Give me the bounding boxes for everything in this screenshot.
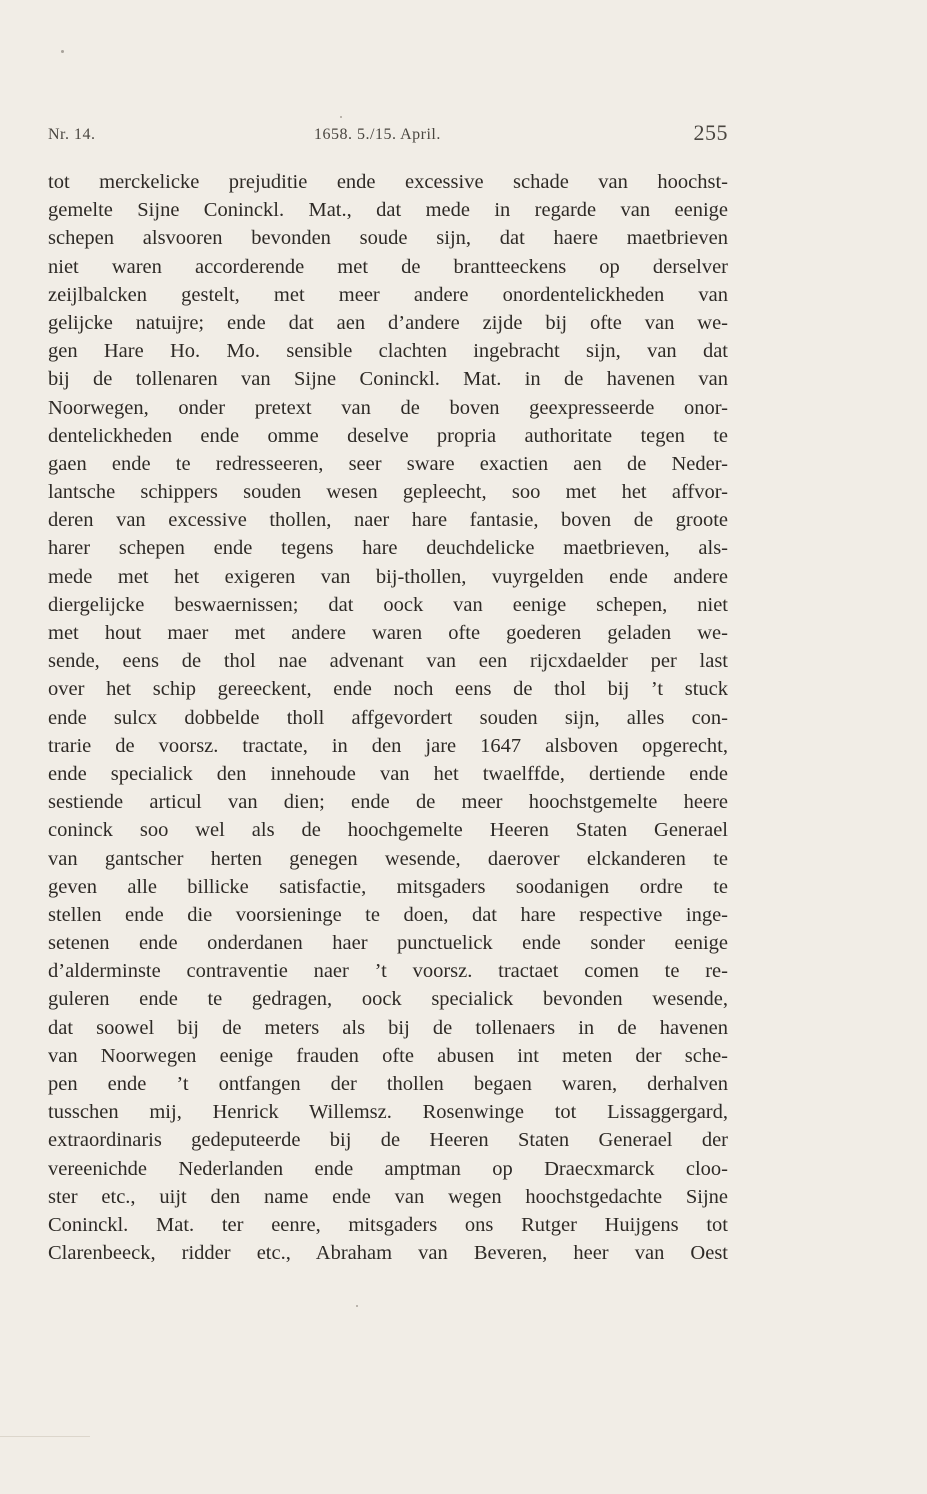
scan-speck <box>356 1305 358 1307</box>
text-line: schepen alsvooren bevonden soude sijn, dat haere maetbrieven <box>48 227 728 250</box>
text-line: dentelickheden ende omme deselve propria authoritate tegen te <box>48 424 728 447</box>
text-line: tusschen mij, Henrick Willemsz. Rosenwinge tot Lissaggergard, <box>48 1101 728 1124</box>
text-line: ende sulcx dobbelde tholl affgevordert souden sijn, alles con- <box>48 706 728 729</box>
text-line: dat soowel bij de meters als bij de tollenaers in de havenen <box>48 1016 728 1039</box>
scan-edge <box>0 1436 90 1494</box>
text-line: stellen ende die voorsieninge te doen, dat hare respective inge- <box>48 903 728 926</box>
text-line: tot merckelicke prejuditie ende excessive schade van hoochst- <box>48 171 728 193</box>
text-line: gaen ende te redresseeren, seer sware exactien aen de Neder- <box>48 452 728 475</box>
text-line: gen Hare Ho. Mo. sensible clachten ingebracht sijn, van dat <box>48 340 728 363</box>
text-line: vereenichde Nederlanden ende amptman op Draecxmarck cloo- <box>48 1157 728 1180</box>
text-line: lantsche schippers souden wesen gepleecht, soo met het affvor- <box>48 481 728 504</box>
text-line: setenen ende onderdanen haer punctuelick ende sonder eenige <box>48 932 728 955</box>
scan-speck <box>61 50 64 53</box>
text-line: harer schepen ende tegens hare deuchdelicke maetbrieven, als- <box>48 537 728 560</box>
document-number: Nr. 14. <box>48 126 96 143</box>
text-line: ster etc., uijt den name ende van wegen hoochstgedachte Sijne <box>48 1185 728 1208</box>
scan-speck <box>340 116 342 118</box>
text-line: sestiende articul van dien; ende de meer hoochstgemelte heere <box>48 791 728 814</box>
text-line: Noorwegen, onder pretext van de boven geexpresseerde onor- <box>48 396 728 419</box>
text-line: van gantscher herten genegen wesende, daerover elckanderen te <box>48 847 728 870</box>
text-line: coninck soo wel als de hoochgemelte Heeren Staten Generael <box>48 819 728 842</box>
header-date: 1658. 5./15. April. <box>314 126 441 143</box>
text-line: deren van excessive thollen, naer hare fantasie, boven de groote <box>48 509 728 532</box>
text-line: met hout maer met andere waren ofte goederen geladen we- <box>48 622 728 644</box>
text-line: guleren ende te gedragen, oock specialick bevonden wesende, <box>48 988 728 1011</box>
text-line: d’alderminste contraventie naer ’t voorsz. tractaet comen te re- <box>48 960 728 983</box>
text-line: ende specialick den innehoude van het twaelffde, dertiende ende <box>48 762 728 785</box>
text-line: trarie de voorsz. tractate, in den jare 1647 alsboven opgerecht, <box>48 734 728 757</box>
page-number: 255 <box>693 120 728 145</box>
body-text <box>48 168 728 1267</box>
running-header <box>48 120 728 150</box>
text-line: geven alle billicke satisfactie, mitsgaders soodanigen ordre te <box>48 875 728 898</box>
text-line: mede met het exigeren van bij-thollen, vuyrgelden ende andere <box>48 565 728 588</box>
text-line: Clarenbeeck, ridder etc., Abraham van Beveren, heer van Oest <box>48 1242 728 1265</box>
text-line: over het schip gereeckent, ende noch eens de thol bij ’t stuck <box>48 678 728 701</box>
text-line: zeijlbalcken gestelt, met meer andere onordentelickheden van <box>48 283 728 306</box>
text-line: van Noorwegen eenige frauden ofte abusen int meten der sche- <box>48 1044 728 1067</box>
text-line: gelijcke natuijre; ende dat aen d’andere zijde bij ofte van we- <box>48 311 728 334</box>
text-line: Coninckl. Mat. ter eenre, mitsgaders ons Rutger Huijgens tot <box>48 1213 728 1236</box>
text-line: sende, eens de thol nae advenant van een rijcxdaelder per last <box>48 650 728 673</box>
text-line: niet waren accorderende met de brantteeckens op derselver <box>48 255 728 278</box>
text-line: pen ende ’t ontfangen der thollen begaen waren, derhalven <box>48 1073 728 1095</box>
text-line: bij de tollenaren van Sijne Coninckl. Mat. in de havenen van <box>48 368 728 391</box>
text-line: gemelte Sijne Coninckl. Mat., dat mede in regarde van eenige <box>48 199 728 222</box>
text-line: diergelijcke beswaernissen; dat oock van eenige schepen, niet <box>48 593 728 616</box>
text-line: extraordinaris gedeputeerde bij de Heeren Staten Generael der <box>48 1129 728 1152</box>
